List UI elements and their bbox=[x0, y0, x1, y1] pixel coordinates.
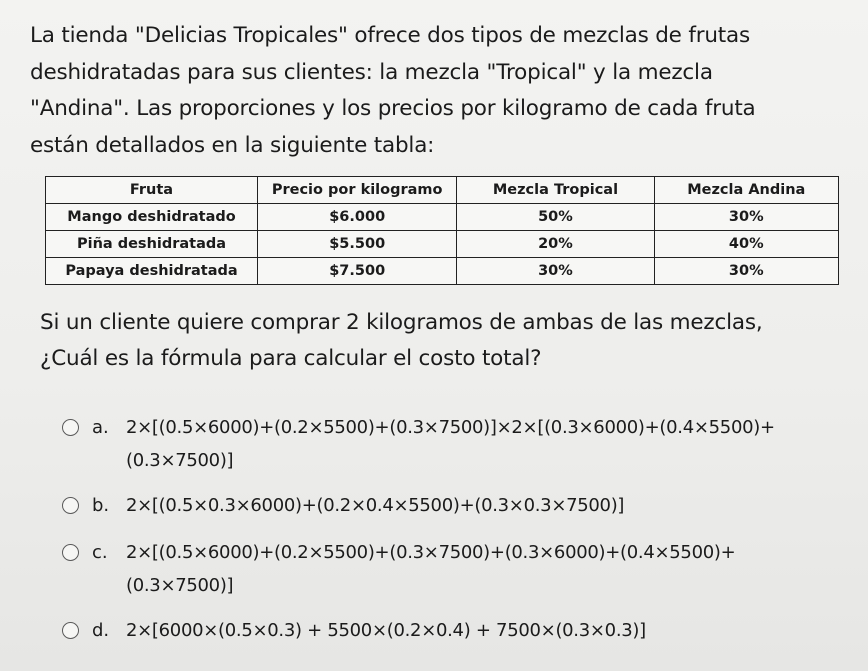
table-cell-fruit: Papaya deshidratada bbox=[46, 258, 258, 285]
table-cell-price: $5.500 bbox=[258, 231, 457, 258]
table-cell-fruit: Piña deshidratada bbox=[46, 231, 258, 258]
table-row bbox=[46, 231, 839, 258]
radio-button-d[interactable] bbox=[62, 622, 79, 639]
radio-button-c[interactable] bbox=[62, 544, 79, 561]
question-text: Si un cliente quiere comprar 2 kilogramos de ambas de las mezclas, ¿Cuál es la fórmula para calcular el costo total? bbox=[40, 310, 763, 371]
option-letter: d. bbox=[92, 620, 110, 641]
radio-button-b[interactable] bbox=[62, 497, 79, 514]
table-header-cell: Fruta bbox=[46, 177, 258, 204]
table-cell-price: $7.500 bbox=[258, 258, 457, 285]
option-formula: 2×[(0.5×6000)+(0.2×5500)+(0.3×7500)+(0.3×6000)+(0.4×5500)+ (0.3×7500)] bbox=[126, 542, 736, 596]
table-cell-fruit: Mango deshidratado bbox=[46, 204, 258, 231]
table-header-row bbox=[46, 177, 839, 204]
table-header-cell: Mezcla Tropical bbox=[457, 177, 654, 204]
table-header-cell: Precio por kilogramo bbox=[258, 177, 457, 204]
table-cell-tropical: 30% bbox=[457, 258, 654, 285]
problem-statement: La tienda "Delicias Tropicales" ofrece dos tipos de mezclas de frutas deshidratadas para sus clientes: la mezcla "Tropical" y la mezcla "Andina". Las proporciones y los precios por kilogramo de cada fruta están detallados en la siguiente tabla: bbox=[30, 23, 756, 158]
option-formula: 2×[6000×(0.5×0.3) + 5500×(0.2×0.4) + 7500×(0.3×0.3)] bbox=[126, 620, 646, 641]
radio-button-a[interactable] bbox=[62, 419, 79, 436]
option-letter: c. bbox=[92, 542, 108, 563]
option-letter: a. bbox=[92, 417, 109, 438]
table-cell-tropical: 50% bbox=[457, 204, 654, 231]
fruit-price-table bbox=[45, 176, 839, 285]
table-row bbox=[46, 204, 839, 231]
table-cell-price: $6.000 bbox=[258, 204, 457, 231]
table-header-cell: Mezcla Andina bbox=[654, 177, 838, 204]
table-cell-andina: 30% bbox=[654, 258, 838, 285]
table-row bbox=[46, 258, 839, 285]
option-formula: 2×[(0.5×0.3×6000)+(0.2×0.4×5500)+(0.3×0.3×7500)] bbox=[126, 495, 625, 516]
table-cell-tropical: 20% bbox=[457, 231, 654, 258]
option-letter: b. bbox=[92, 495, 110, 516]
table-cell-andina: 30% bbox=[654, 204, 838, 231]
option-formula: 2×[(0.5×6000)+(0.2×5500)+(0.3×7500)]×2×[(0.3×6000)+(0.4×5500)+ (0.3×7500)] bbox=[126, 417, 775, 471]
table-cell-andina: 40% bbox=[654, 231, 838, 258]
